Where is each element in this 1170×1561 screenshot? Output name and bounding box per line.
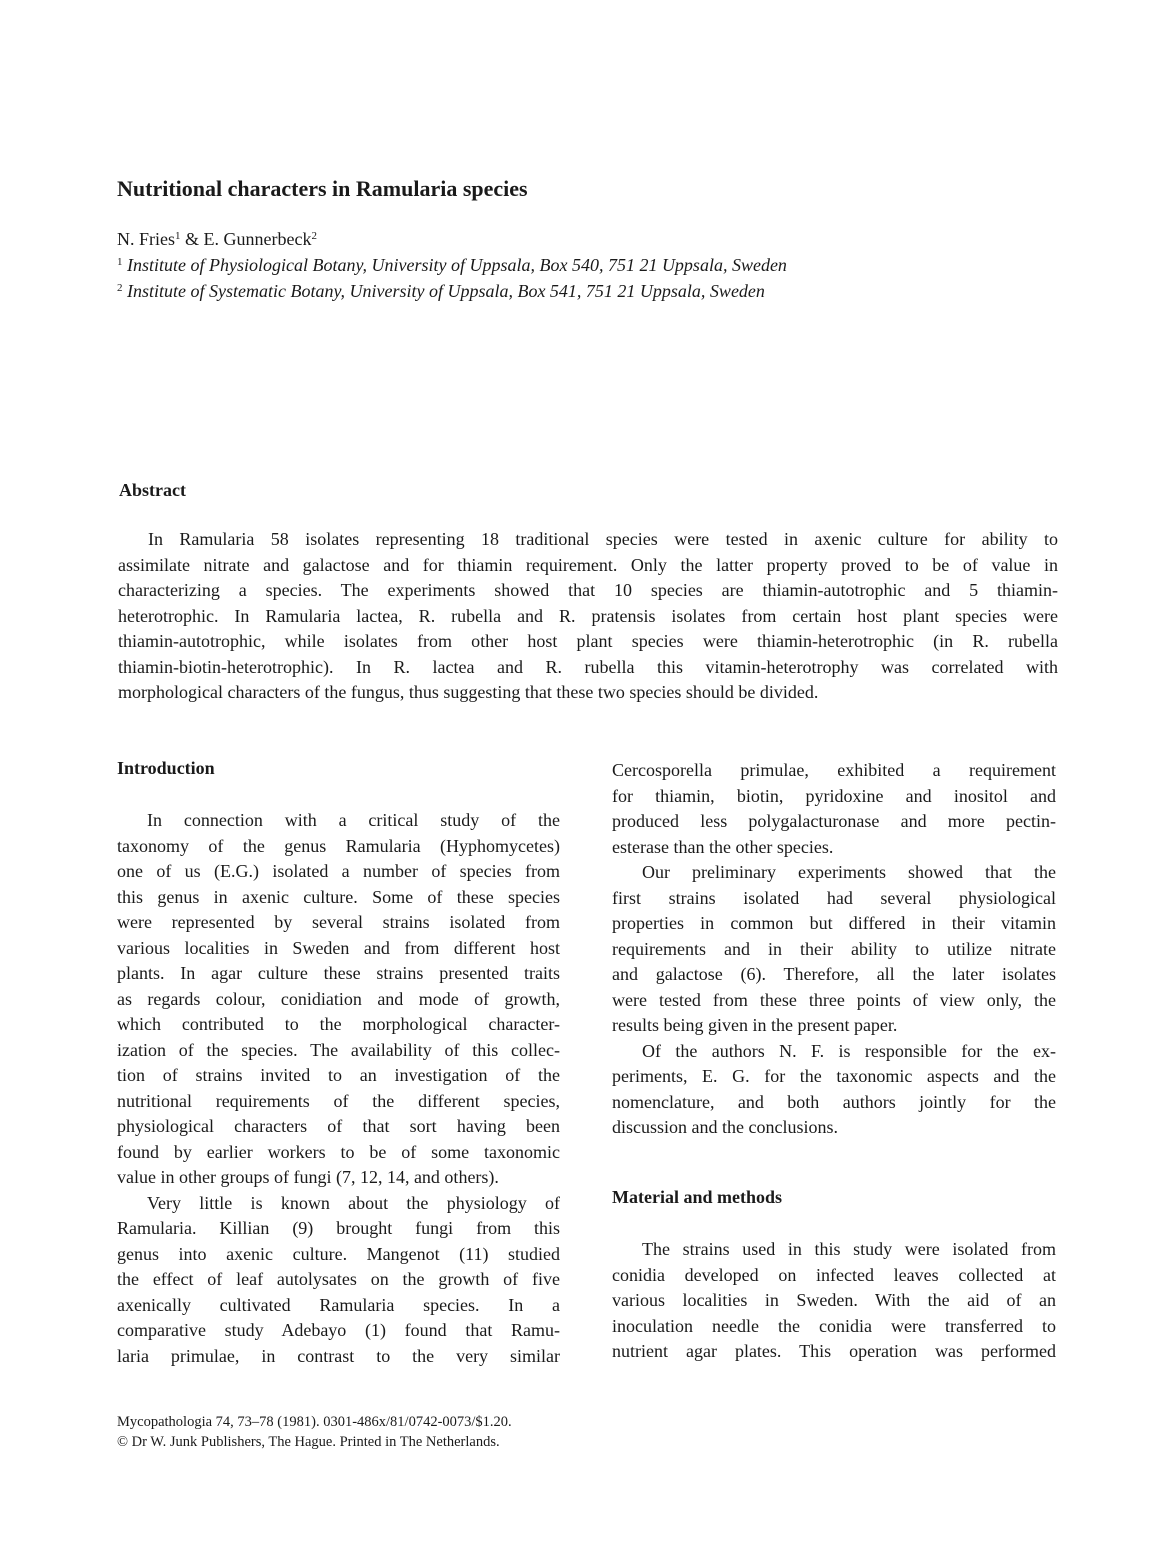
paragraph-line: taxonomy of the genus Ramularia (Hyphomycetes) [117,835,560,856]
paragraph-line: results being given in the present paper. [612,1015,898,1035]
author-line [117,229,317,250]
paragraph-line: first strains isolated had several physiological [612,887,1056,908]
introduction-right-column [612,758,1056,1141]
paragraph-line: the effect of leaf autolysates on the growth of five [117,1269,560,1289]
paragraph-line: Cercosporella primulae, exhibited a requirement [612,760,1056,780]
abstract-line: thiamin-autotrophic, while isolates from other host plant species were thiamin-heterotrophic (in R. rubella [118,631,1058,651]
author-2-affil-mark: 2 [311,230,317,242]
abstract-body [118,527,1058,706]
introduction-heading: Introduction [117,758,215,778]
paragraph-line: nomenclature, and both authors jointly for the [612,1091,1056,1112]
paragraph-line: various localities in Sweden and from different host [117,937,560,958]
author-separator: & [180,229,204,249]
affiliation-2-mark: 2 [117,282,123,294]
affiliation-2-text: Institute of Systematic Botany, University of Uppsala, Box 541, 751 21 Uppsala, Sweden [127,281,765,301]
paragraph-line: for thiamin, biotin, pyridoxine and inositol and [612,785,1056,806]
paragraph-line: physiological characters of that sort having been [117,1116,560,1136]
author-1: N. Fries [117,229,175,249]
paragraph-line: The strains used in this study were isolated from [642,1239,1056,1259]
paragraph-line: ization of the species. The availability of this collec- [117,1039,560,1060]
paragraph-line: produced less polygalacturonase and more pectin- [612,811,1056,831]
paragraph-line: inoculation needle the conidia were transferred to [612,1315,1056,1336]
abstract-line: thiamin-biotin-heterotrophic). In R. lactea and R. rubella this vitamin-heterotrophy was correlated with [118,656,1058,677]
affiliation-2 [117,281,765,302]
paragraph-line: esterase than the other species. [612,836,834,857]
abstract-line: morphological characters of the fungus, thus suggesting that these two species should be divided. [118,682,819,702]
methods-heading: Material and methods [612,1187,782,1207]
paragraph-line: various localities in Sweden. With the aid of an [612,1290,1056,1310]
paragraph-line: value in other groups of fungi (7, 12, 14, and others). [117,1167,499,1187]
paragraph-line: this genus in axenic culture. Some of these species [117,886,560,907]
paragraph-line: axenically cultivated Ramularia species. In a [117,1294,560,1315]
affiliation-1 [117,255,787,276]
paragraph-line: tion of strains invited to an investigation of the [117,1065,560,1085]
author-2: E. Gunnerbeck [203,229,312,249]
paragraph-line: periments, E. G. for the taxonomic aspects and the [612,1066,1056,1086]
paragraph-line: as regards colour, conidiation and mode of growth, [117,988,560,1009]
paragraph-line: were represented by several strains isolated from [117,912,560,932]
paragraph-line: Of the authors N. F. is responsible for the ex- [642,1040,1056,1061]
affiliation-1-mark: 1 [117,256,123,268]
paragraph-line: laria primulae, in contrast to the very similar [117,1345,560,1366]
paper-title: Nutritional characters in Ramularia species [117,176,528,201]
abstract-heading: Abstract [119,480,186,500]
paragraph-line: comparative study Adebayo (1) found that Ramu- [117,1320,560,1340]
paragraph-line: plants. In agar culture these strains presented traits [117,963,560,983]
methods-column [612,1237,1056,1365]
paragraph-line: conidia developed on infected leaves collected at [612,1264,1056,1285]
paragraph-line: Very little is known about the physiology of [147,1192,560,1213]
abstract-line: In Ramularia 58 isolates representing 18 traditional species were tested in axenic culture for ability to [148,529,1058,549]
abstract-line: heterotrophic. In Ramularia lactea, R. rubella and R. pratensis isolates from certain host plant species were [118,605,1058,626]
paragraph-line: nutritional requirements of the different species, [117,1090,560,1111]
paragraph-line: discussion and the conclusions. [612,1117,838,1137]
paragraph-line: In connection with a critical study of the [147,810,560,830]
introduction-left-column [117,808,560,1369]
paragraph-line: nutrient agar plates. This operation was performed [612,1341,1056,1361]
paragraph-line: Ramularia. Killian (9) brought fungi from this [117,1218,560,1238]
affiliation-1-text: Institute of Physiological Botany, University of Uppsala, Box 540, 751 21 Uppsala, Sweden [127,255,787,275]
paragraph-line: Our preliminary experiments showed that the [642,862,1056,882]
journal-citation: Mycopathologia 74, 73–78 (1981). 0301-486x/81/0742-0073/$1.20. [117,1414,512,1430]
abstract-line: characterizing a species. The experiments showed that 10 species are thiamin-autotrophic and 5 thiamin- [118,580,1058,600]
author-1-affil-mark: 1 [175,230,181,242]
paragraph-line: were tested from these three points of view only, the [612,989,1056,1010]
paragraph-line: properties in common but differed in their vitamin [612,913,1056,933]
paragraph-line: one of us (E.G.) isolated a number of species from [117,861,560,881]
paragraph-line: found by earlier workers to be of some taxonomic [117,1141,560,1162]
abstract-line: assimilate nitrate and galactose and for thiamin requirement. Only the latter property proved to be of value in [118,554,1058,575]
paragraph-line: requirements and in their ability to utilize nitrate [612,938,1056,959]
paragraph-line: which contributed to the morphological character- [117,1014,560,1034]
copyright-notice: © Dr W. Junk Publishers, The Hague. Printed in The Netherlands. [117,1434,500,1450]
paragraph-line: and galactose (6). Therefore, all the later isolates [612,964,1056,984]
paragraph-line: genus into axenic culture. Mangenot (11) studied [117,1243,560,1264]
